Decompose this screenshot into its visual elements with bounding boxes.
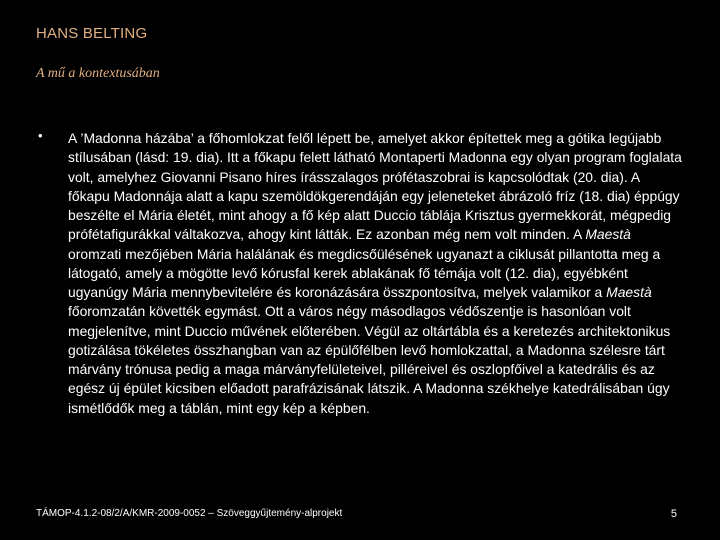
artwork-title: Maestà xyxy=(585,226,631,243)
artwork-title: Maestà xyxy=(606,284,652,300)
body-paragraph xyxy=(68,129,684,418)
body-text-part: főoromzatán követték egymást. Ott a város négy másodlagos védőszentje is hasonlóan volt megjelenítve, mint Duccio művének előterében. Végül az oltártábla és a keretezés architektonikus gotizálása tökéletes összhangban van az épülőfélben levő homlokzattal, a Madonna szélesre tárt márvány trónusa pedig a maga márványfelületeivel, pilléreivel és oszlopfőivel a katedrális és az egész új épület kicsiben előadott parafrázisának látszik. A Madonna székhelye katedrálisában úgy ismétlődők meg a táblán, mint egy kép a képben. xyxy=(68,303,671,416)
bullet-icon: • xyxy=(38,128,43,143)
body-text-part: A ’Madonna házába’ a főhomlokzat felől lépett be, amelyet akkor építettek meg a gótika legújabb stílusában (lásd: 19. dia). Itt a főkapu felett látható Montaperti Madonna egy olyan program foglalata volt, amelyhez Giovanni Pisano híres írásszalagos prófétaszobrai is kapcsolódtak (20. dia). A főkapu Madonnája alatt a kapu szemöldökgerendáján egy jeleneteket ábrázoló fríz (18. dia) éppúgy beszélte el Mária életét, mint ahogy a fő kép alatt Duccio táblája Krisztus gyermekkorát, mégpedig prófétafigurákkal váltakozva, ahogy kint látták. Ez azonban még nem volt minden. A xyxy=(68,130,682,243)
body-text-part: oromzati mezőjében Mária halálának és megdicsőülésének ugyanazt a ciklusát pillantotta meg a látogató, amely a mögötte levő kórusfal kerek ablakának fő témája volt (12. dia), egyébként ugyanúgy Mária mennybevitelére és koronázására összpontosítva, melyek valamikor a xyxy=(68,245,661,300)
author-heading: HANS BELTING xyxy=(36,25,148,42)
page-number: 5 xyxy=(670,508,677,520)
footer-text: TÁMOP-4.1.2-08/2/A/KMR-2009-0052 – Szöveggyűjtemény-alprojekt xyxy=(36,508,343,519)
slide-subtitle: A mű a kontextusában xyxy=(36,66,160,81)
